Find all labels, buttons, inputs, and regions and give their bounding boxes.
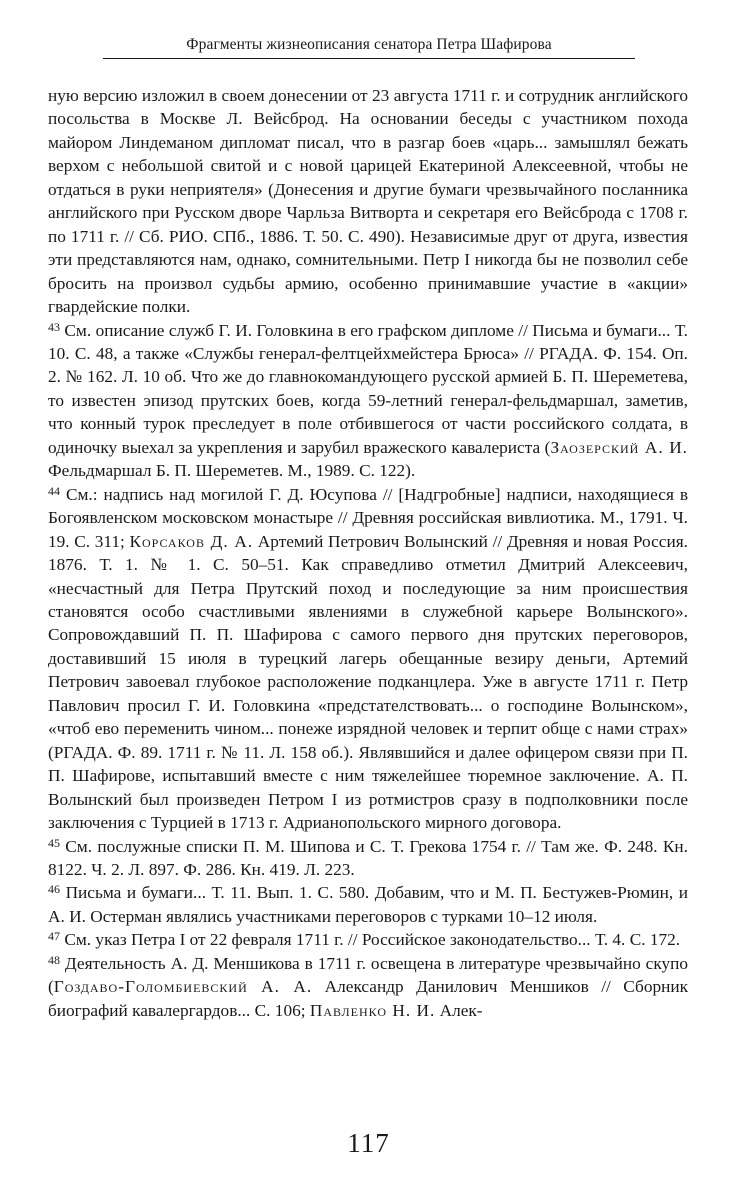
footnote-text: Артемий Петрович Волынский // Древняя и новая Россия. 1876. Т. 1. № 1. С. 50–51. Как справедливо отметил Дмитрий Алексеевич, «несчастный для Петра Прутский поход и последующие за ним происшествия становятся особо счастливыми явлениями в служебной карьере Волынского». Сопровождавший П. П. Шафирова с самого первого дня прутских переговоров, доставивший 15 июля в турецкий лагерь обещанные везиру деньги, Артемий Петрович завоевал глубокое расположение подканцлера. Уже в августе 1711 г. Петр Павлович просил Г. И. Головкина «предстателствовать... о господине Волынском», «чтоб ево переменить чином... понеже изрядной человек и терпит обще с нами страх» (РГАДА. Ф. 89. 1711 г. № 11. Л. 158 об.). Являвшийся и далее офицером связи при П. П. Шафирове, испытавший вместе с ним тяжелейшее тюремное заключение. А. П. Волынский был произведен Петром I из ротмистров сразу в подполковники после заключения с Турцией в 1713 г. Адрианопольского мирного договора. [48,531,688,833]
footnote-text: См.: надпись над могилой Г. Д. Юсупова // [Надгробные] надписи, находящиеся в Богоявленском московском монастыре // Древняя российская вивлиотика. М., 1791. Ч. 19. С. 311; [48,484,689,551]
author-name: Павленко Н. И. [309,1000,436,1020]
footnotes [48,84,688,1022]
footnote-text: Письма и бумаги... Т. 11. Вып. 1. С. 580. Добавим, что и М. П. Бестужев-Рюмин, и А. И. Остерман являлись участниками переговоров с турками 10–12 июля. [48,883,689,926]
footnote-number: 47 [48,929,60,944]
footnote-continuation [48,84,688,319]
author-name: Гоздаво-Голомбиевский А. А. [53,977,313,997]
footnote-number: 44 [48,483,60,498]
running-head: Фрагменты жизнеописания сенатора Петра Шафирова [186,36,552,53]
footnote-text: См. указ Петра I от 22 февраля 1711 г. // Российское законодательство... Т. 4. С. 172. [64,930,681,950]
footnote-text: Алек- [435,1000,483,1020]
footnote-44 [48,483,688,835]
author-name: Заозерский А. И. [550,437,688,457]
footnote-46 [48,881,688,928]
footnote-number: 43 [48,319,60,334]
author-name: Корсаков Д. А. [129,531,254,551]
footnote-text: ную версию изложил в своем донесении от 23 августа 1711 г. и сотрудник английского посольства в Москве Л. Вейсброд. На основании беседы с участником похода майором Линдеманом дипломат писал, что в разгар боев «царь... замышлял бежать верхом с небольшой свитой и с новой царицей Екатериной Алексеевной, чтобы не отдаться в руки неприятеля» (Донесения и другие бумаги чрезвычайного посланника английского при Русском дворе Чарльза Витворта и секретаря его Вейсброда с 1708 г. по 1711 г. // Сб. РИО. СПб., 1886. Т. 50. С. 490). Независимые друг от друга, известия эти представляются нам, однако, сомнительными. Петр I никогда бы не позволил себе бросить на произвол судьбы армию, особенно принимавшие участие в «акции» гвардейские полки. [48,86,688,317]
footnote-text: См. описание служб Г. И. Головкина в его графском дипломе // Письма и бумаги... Т. 10. С. 48, а также «Службы генерал-фелтцейхмейстера Брюса» // РГАДА. Ф. 154. Оп. 2. № 162. Л. 10 об. Что же до главнокомандующего русской армией Б. П. Шереметева, то известен эпизод прутских боев, когда 59-летний генерал-фельдмаршал, заметив, что конный турок преследует в поле отбившегося от части российского солдата, в одиночку выехал за укрепления и зарубил вражеского кавалериста ( [48,320,688,457]
footnote-text: См. послужные списки П. М. Шипова и С. Т. Грекова 1754 г. // Там же. Ф. 248. Кн. 8122. Ч. 2. Л. 897. Ф. 286. Кн. 419. Л. 223. [48,836,688,879]
header-rule [103,58,635,59]
page-number: 117 [347,1128,390,1158]
footnote-text: Фельдмаршал Б. П. Шереметев. М., 1989. С. 122). [48,461,416,481]
footnote-45 [48,835,688,882]
footnote-47 [48,928,688,951]
footnote-text: Александр Данилович Меншиков // Сборник биографий кавалергардов... С. 106; [48,977,688,1020]
footnote-number: 46 [48,882,60,897]
footnote-text: Деятельность А. Д. Меншикова в 1711 г. освещена в литературе чрезвычайно скупо ( [48,953,688,997]
footnote-48 [48,952,688,1022]
footnote-number: 45 [48,835,60,850]
footnote-number: 48 [48,952,60,967]
footnote-43 [48,319,688,483]
